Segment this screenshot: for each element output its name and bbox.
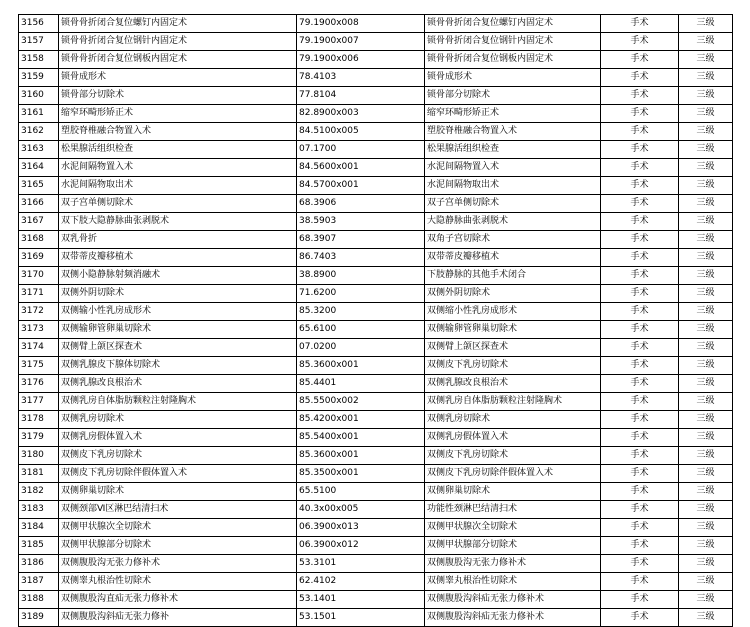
- table-row: [19, 591, 733, 609]
- operation-name: 双侧腹股沟无张力修补术: [425, 555, 601, 573]
- level: 三级: [679, 87, 733, 105]
- level: 三级: [679, 537, 733, 555]
- table-row: [19, 519, 733, 537]
- table-row: [19, 177, 733, 195]
- surgery-code: 65.6100: [297, 321, 425, 339]
- category: 手术: [601, 483, 679, 501]
- surgery-code: 85.3600x001: [297, 357, 425, 375]
- surgery-code: 85.3200: [297, 303, 425, 321]
- surgery-name: 双侧乳腺改良根治术: [59, 375, 297, 393]
- surgery-name: 双侧腹股沟斜疝无张力修补: [59, 609, 297, 627]
- operation-name: 缩窄环畸形矫正术: [425, 105, 601, 123]
- operation-name: 双侧腹股沟斜疝无张力修补术: [425, 609, 601, 627]
- surgery-code: 85.5400x001: [297, 429, 425, 447]
- row-index: 3183: [19, 501, 59, 519]
- table-row: [19, 501, 733, 519]
- level: 三级: [679, 555, 733, 573]
- table-row: [19, 483, 733, 501]
- table-row: [19, 123, 733, 141]
- level: 三级: [679, 105, 733, 123]
- row-index: 3185: [19, 537, 59, 555]
- category: 手术: [601, 447, 679, 465]
- surgery-name: 水泥间隔物置入术: [59, 159, 297, 177]
- operation-name: 下肢静脉的其他手术闭合: [425, 267, 601, 285]
- table-row: [19, 195, 733, 213]
- table-row: [19, 159, 733, 177]
- level: 三级: [679, 465, 733, 483]
- category: 手术: [601, 177, 679, 195]
- category: 手术: [601, 375, 679, 393]
- surgery-name: 双侧乳房切除术: [59, 411, 297, 429]
- table-row: [19, 465, 733, 483]
- operation-name: 双带蒂皮瓣移植术: [425, 249, 601, 267]
- category: 手术: [601, 213, 679, 231]
- operation-name: 双侧腹股沟斜疝无张力修补术: [425, 591, 601, 609]
- table-row: [19, 231, 733, 249]
- surgery-name: 塑胶脊椎融合物置入术: [59, 123, 297, 141]
- surgery-code: 06.3900x012: [297, 537, 425, 555]
- category: 手术: [601, 33, 679, 51]
- surgery-name: 锁骨部分切除术: [59, 87, 297, 105]
- row-index: 3165: [19, 177, 59, 195]
- surgery-name: 双带蒂皮瓣移植术: [59, 249, 297, 267]
- row-index: 3159: [19, 69, 59, 87]
- surgery-name: 双侧皮下乳房切除术: [59, 447, 297, 465]
- surgery-name: 双下肢大隐静脉曲张剥脱术: [59, 213, 297, 231]
- operation-name: 双侧缩小性乳房成形术: [425, 303, 601, 321]
- surgery-name: 双侧小隐静脉射频消融术: [59, 267, 297, 285]
- row-index: 3157: [19, 33, 59, 51]
- category: 手术: [601, 465, 679, 483]
- category: 手术: [601, 339, 679, 357]
- level: 三级: [679, 51, 733, 69]
- row-index: 3179: [19, 429, 59, 447]
- table-row: [19, 321, 733, 339]
- surgery-name: 双侧腹股沟无张力修补术: [59, 555, 297, 573]
- surgery-code: 68.3907: [297, 231, 425, 249]
- category: 手术: [601, 123, 679, 141]
- level: 三级: [679, 123, 733, 141]
- surgery-code: 85.3600x001: [297, 447, 425, 465]
- table-row: [19, 303, 733, 321]
- surgery-code: 53.3101: [297, 555, 425, 573]
- level: 三级: [679, 483, 733, 501]
- surgery-name: 双侧甲状腺次全切除术: [59, 519, 297, 537]
- level: 三级: [679, 177, 733, 195]
- table-row: [19, 429, 733, 447]
- category: 手术: [601, 249, 679, 267]
- row-index: 3166: [19, 195, 59, 213]
- category: 手术: [601, 609, 679, 627]
- category: 手术: [601, 393, 679, 411]
- row-index: 3182: [19, 483, 59, 501]
- category: 手术: [601, 267, 679, 285]
- operation-name: 双侧皮下乳房切除术: [425, 357, 601, 375]
- table-row: [19, 87, 733, 105]
- row-index: 3163: [19, 141, 59, 159]
- surgery-code: 68.3906: [297, 195, 425, 213]
- level: 三级: [679, 519, 733, 537]
- table-row: [19, 411, 733, 429]
- category: 手术: [601, 573, 679, 591]
- row-index: 3156: [19, 15, 59, 33]
- table-row: [19, 555, 733, 573]
- operation-name: 双侧乳腺改良根治术: [425, 375, 601, 393]
- surgery-code: 53.1401: [297, 591, 425, 609]
- operation-name: 锁骨部分切除术: [425, 87, 601, 105]
- operation-name: 双侧乳房假体置入术: [425, 429, 601, 447]
- level: 三级: [679, 321, 733, 339]
- row-index: 3164: [19, 159, 59, 177]
- level: 三级: [679, 231, 733, 249]
- surgery-code: 62.4102: [297, 573, 425, 591]
- row-index: 3173: [19, 321, 59, 339]
- level: 三级: [679, 159, 733, 177]
- row-index: 3178: [19, 411, 59, 429]
- level: 三级: [679, 15, 733, 33]
- category: 手术: [601, 537, 679, 555]
- category: 手术: [601, 87, 679, 105]
- surgery-code: 85.4200x001: [297, 411, 425, 429]
- level: 三级: [679, 609, 733, 627]
- surgery-name: 双侧颈部Ⅵ区淋巴结清扫术: [59, 501, 297, 519]
- category: 手术: [601, 555, 679, 573]
- category: 手术: [601, 195, 679, 213]
- surgery-name: 双侧乳腺皮下腺体切除术: [59, 357, 297, 375]
- surgery-code: 84.5700x001: [297, 177, 425, 195]
- table-row: [19, 339, 733, 357]
- table-row: [19, 285, 733, 303]
- row-index: 3171: [19, 285, 59, 303]
- row-index: 3172: [19, 303, 59, 321]
- surgery-code: 86.7403: [297, 249, 425, 267]
- table-row: [19, 267, 733, 285]
- level: 三级: [679, 213, 733, 231]
- level: 三级: [679, 69, 733, 87]
- surgery-name: 双乳骨折: [59, 231, 297, 249]
- surgery-code: 84.5600x001: [297, 159, 425, 177]
- operation-name: 锁骨骨折闭合复位钢板内固定术: [425, 51, 601, 69]
- level: 三级: [679, 393, 733, 411]
- surgery-name: 锁骨骨折闭合复位钢针内固定术: [59, 33, 297, 51]
- surgery-code: 38.8900: [297, 267, 425, 285]
- operation-name: 水泥间隔物取出术: [425, 177, 601, 195]
- row-index: 3169: [19, 249, 59, 267]
- operation-name: 双角子宫切除术: [425, 231, 601, 249]
- surgery-name: 锁骨骨折闭合复位螺钉内固定术: [59, 15, 297, 33]
- surgery-name: 双侧皮下乳房切除伴假体置入术: [59, 465, 297, 483]
- table-row: [19, 15, 733, 33]
- row-index: 3158: [19, 51, 59, 69]
- category: 手术: [601, 159, 679, 177]
- category: 手术: [601, 285, 679, 303]
- level: 三级: [679, 447, 733, 465]
- level: 三级: [679, 141, 733, 159]
- operation-name: 双侧皮下乳房切除伴假体置入术: [425, 465, 601, 483]
- level: 三级: [679, 339, 733, 357]
- operation-name: 双侧乳房自体脂肪颗粒注射隆胸术: [425, 393, 601, 411]
- row-index: 3184: [19, 519, 59, 537]
- row-index: 3174: [19, 339, 59, 357]
- surgery-code: 85.4401: [297, 375, 425, 393]
- operation-name: 大隐静脉曲张剥脱术: [425, 213, 601, 231]
- table-row: [19, 249, 733, 267]
- surgery-name: 双侧卵巢切除术: [59, 483, 297, 501]
- category: 手术: [601, 141, 679, 159]
- surgery-code: 65.5100: [297, 483, 425, 501]
- table-row: [19, 447, 733, 465]
- level: 三级: [679, 429, 733, 447]
- surgery-name: 锁骨成形术: [59, 69, 297, 87]
- surgery-name: 双侧乳房自体脂肪颗粒注射隆胸术: [59, 393, 297, 411]
- row-index: 3160: [19, 87, 59, 105]
- operation-name: 锁骨骨折闭合复位螺钉内固定术: [425, 15, 601, 33]
- operation-name: 锁骨成形术: [425, 69, 601, 87]
- row-index: 3189: [19, 609, 59, 627]
- table-row: [19, 357, 733, 375]
- category: 手术: [601, 51, 679, 69]
- surgery-name: 双侧乳房假体置入术: [59, 429, 297, 447]
- level: 三级: [679, 375, 733, 393]
- category: 手术: [601, 411, 679, 429]
- operation-name: 双侧甲状腺部分切除术: [425, 537, 601, 555]
- operation-name: 双侧外阴切除术: [425, 285, 601, 303]
- operation-name: 锁骨骨折闭合复位钢针内固定术: [425, 33, 601, 51]
- operation-name: 双侧卵巢切除术: [425, 483, 601, 501]
- surgery-name: 双侧输卵管卵巢切除术: [59, 321, 297, 339]
- row-index: 3186: [19, 555, 59, 573]
- table-body: [19, 15, 733, 627]
- operation-name: 水泥间隔物置入术: [425, 159, 601, 177]
- category: 手术: [601, 429, 679, 447]
- operation-name: 双侧皮下乳房切除术: [425, 447, 601, 465]
- row-index: 3167: [19, 213, 59, 231]
- operation-name: 双侧输卵管卵巢切除术: [425, 321, 601, 339]
- level: 三级: [679, 249, 733, 267]
- surgery-code: 77.8104: [297, 87, 425, 105]
- surgery-name: 双子宫单侧切除术: [59, 195, 297, 213]
- table-row: [19, 33, 733, 51]
- table-row: [19, 141, 733, 159]
- table-row: [19, 105, 733, 123]
- category: 手术: [601, 105, 679, 123]
- surgery-code: 79.1900x007: [297, 33, 425, 51]
- row-index: 3161: [19, 105, 59, 123]
- surgery-code: 78.4103: [297, 69, 425, 87]
- operation-name: 双侧臂上颌区探查术: [425, 339, 601, 357]
- surgery-code: 40.3x00x005: [297, 501, 425, 519]
- level: 三级: [679, 591, 733, 609]
- table-row: [19, 375, 733, 393]
- category: 手术: [601, 15, 679, 33]
- operation-name: 双子宫单侧切除术: [425, 195, 601, 213]
- category: 手术: [601, 519, 679, 537]
- row-index: 3180: [19, 447, 59, 465]
- row-index: 3175: [19, 357, 59, 375]
- surgery-code: 82.8900x003: [297, 105, 425, 123]
- row-index: 3176: [19, 375, 59, 393]
- surgery-name: 双侧输小性乳房成形术: [59, 303, 297, 321]
- level: 三级: [679, 573, 733, 591]
- row-index: 3181: [19, 465, 59, 483]
- level: 三级: [679, 357, 733, 375]
- surgery-name: 双侧臂上颌区探查术: [59, 339, 297, 357]
- table-row: [19, 69, 733, 87]
- table-row: [19, 609, 733, 627]
- level: 三级: [679, 285, 733, 303]
- operation-name: 功能性颈淋巴结清扫术: [425, 501, 601, 519]
- operation-name: 双侧睾丸根治性切除术: [425, 573, 601, 591]
- surgery-code: 85.3500x001: [297, 465, 425, 483]
- table-row: [19, 573, 733, 591]
- row-index: 3168: [19, 231, 59, 249]
- operation-name: 塑胶脊椎融合物置入术: [425, 123, 601, 141]
- surgery-name: 松果腺活组织检查: [59, 141, 297, 159]
- operation-name: 双侧甲状腺次全切除术: [425, 519, 601, 537]
- surgery-name: 锁骨骨折闭合复位钢板内固定术: [59, 51, 297, 69]
- level: 三级: [679, 411, 733, 429]
- surgery-name: 水泥间隔物取出术: [59, 177, 297, 195]
- category: 手术: [601, 303, 679, 321]
- level: 三级: [679, 195, 733, 213]
- category: 手术: [601, 501, 679, 519]
- category: 手术: [601, 69, 679, 87]
- surgery-codes-table: [18, 14, 733, 627]
- row-index: 3188: [19, 591, 59, 609]
- level: 三级: [679, 501, 733, 519]
- surgery-name: 双侧外阴切除术: [59, 285, 297, 303]
- surgery-code: 71.6200: [297, 285, 425, 303]
- operation-name: 双侧乳房切除术: [425, 411, 601, 429]
- surgery-code: 53.1501: [297, 609, 425, 627]
- table-row: [19, 213, 733, 231]
- surgery-name: 双侧睾丸根治性切除术: [59, 573, 297, 591]
- row-index: 3187: [19, 573, 59, 591]
- row-index: 3177: [19, 393, 59, 411]
- surgery-code: 84.5100x005: [297, 123, 425, 141]
- table-row: [19, 393, 733, 411]
- level: 三级: [679, 267, 733, 285]
- surgery-name: 双侧甲状腺部分切除术: [59, 537, 297, 555]
- category: 手术: [601, 357, 679, 375]
- surgery-code: 07.0200: [297, 339, 425, 357]
- surgery-code: 06.3900x013: [297, 519, 425, 537]
- category: 手术: [601, 591, 679, 609]
- operation-name: 松果腺活组织检查: [425, 141, 601, 159]
- surgery-code: 79.1900x008: [297, 15, 425, 33]
- surgery-code: 79.1900x006: [297, 51, 425, 69]
- level: 三级: [679, 33, 733, 51]
- row-index: 3170: [19, 267, 59, 285]
- row-index: 3162: [19, 123, 59, 141]
- table-row: [19, 51, 733, 69]
- level: 三级: [679, 303, 733, 321]
- surgery-code: 85.5500x002: [297, 393, 425, 411]
- category: 手术: [601, 321, 679, 339]
- table-row: [19, 537, 733, 555]
- category: 手术: [601, 231, 679, 249]
- surgery-name: 双侧腹股沟直疝无张力修补术: [59, 591, 297, 609]
- surgery-code: 38.5903: [297, 213, 425, 231]
- surgery-code: 07.1700: [297, 141, 425, 159]
- surgery-name: 缩窄环畸形矫正术: [59, 105, 297, 123]
